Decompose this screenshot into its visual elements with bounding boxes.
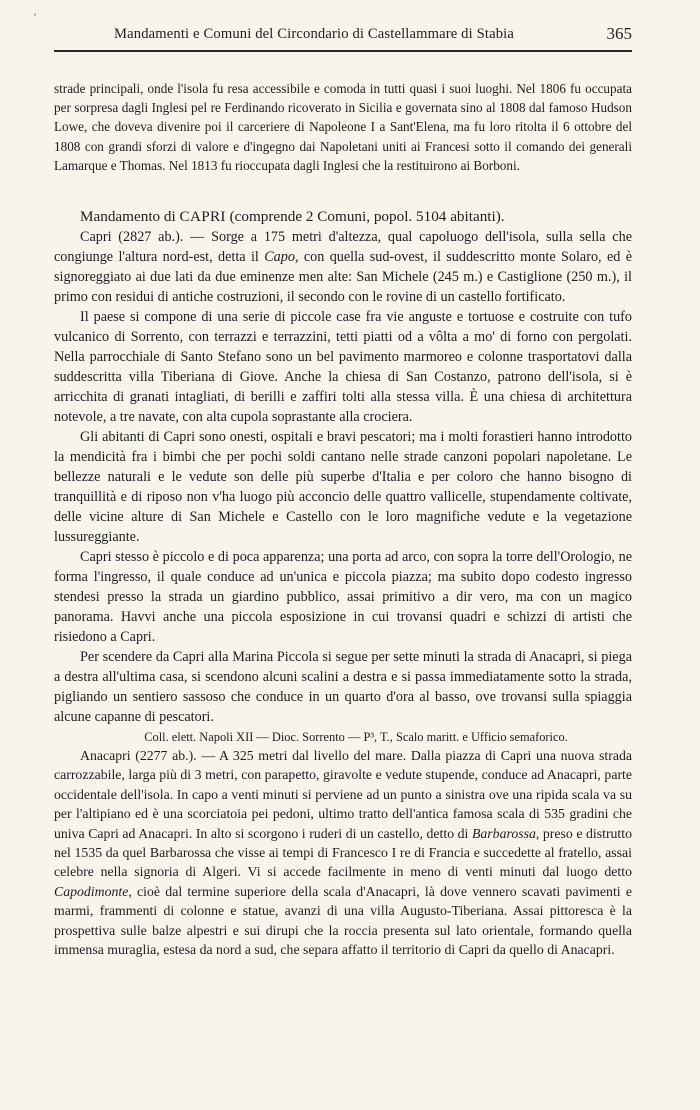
italic-term: Barbarossa <box>471 825 536 841</box>
text-run: , cioè dal termine superiore della scala d'Anacapri, là dove vennero scavati pavimenti e marmi, frammenti di colonne e statue, avanzi di una villa Augusto-Tiberiana. Assai pittoresca è la prospettiva sulle balze alpestri e sui dirupi che la roccia presenta sul lato orientale, formando quella immensa muraglia, estesa da nord a sud, che separa affatto il territorio di Capri da quello di Anacapri. <box>54 883 632 958</box>
entry-lead-capri: Capri (2827 ab.). <box>80 229 184 245</box>
mandamento-name: CAPRI <box>179 208 226 225</box>
mandamento-heading <box>54 206 632 227</box>
paragraph-anacapri <box>54 746 632 959</box>
italic-term: Capodimonte <box>54 883 129 899</box>
paragraph-capri-intro <box>54 227 632 307</box>
section-anacapri <box>54 746 632 959</box>
text-run: — Sorge a 175 metri d'altezza, qual capoluogo dell'isola, sulla sella che congiunge l'altura nord-est, detta il <box>54 229 632 265</box>
paragraph-capri-entrance: Capri stesso è piccolo e di poca apparenza; una porta ad arco, con sopra la torre dell'Orologio, ne forma l'ingresso, il quale conduce ad un'unica e piccola piazza; ma subito dopo codesto ingresso stendesi presso la strada un giardino pubblico, assai primitivo a dir vero, ma con un magico panorama. Havvi anche una piccola esposizione in cui trovansi quadri e schizzi di artisti che risiedono a Capri. <box>54 549 632 645</box>
mandamento-prefix: Mandamento di <box>80 208 180 225</box>
paragraph-capri-inhabitants: Gli abitanti di Capri sono onesti, ospitali e bravi pescatori; ma i molti forastieri hanno introdotto la mendicità fra i bimbi che per pochi soldi cantano nelle strade canzoni popolari napoletane. Le bellezze naturali e le vedute son delle più superbe d'Italia e per coloro che hanno bisogno di tranquillità e di riposo non v'ha luogo più acconcio delle quattro vallicelle, stupendamente coltivate, delle vicine alture di San Michele e Castello con le loro magnifiche vedute e la vegetazione lussureggiante. <box>54 429 632 545</box>
italic-term: Capo <box>264 249 295 265</box>
administrative-note: Coll. elett. Napoli XII — Dioc. Sorrento — P³, T., Scalo maritt. e Ufficio semaforico. <box>144 730 568 744</box>
paragraph-capri-town: Il paese si compone di una serie di piccole case fra vie anguste e tortuose e costruite con tufo vulcanico di Sorrento, con terrazzi e terrazzini, tetti piatti od a vôlta a mo' di forno con pergolati. Nella parrocchiale di Santo Stefano sono un bel pavimento marmoreo e colonne trasportatovi dalla suddescritta villa Tiberiana di Giove. Anche la chiesa di San Costanzo, patrono dell'isola, si è arricchita di granati intagliati, di berilli e zaffiri tolti alla stessa villa. È una chiesa di architettura notevole, a tre navate, con alta cupola soprastante alla crociera. <box>54 309 632 425</box>
text-run: , preso e distrutto nel 1535 da quel Barbarossa che visse ai tempi di Francesco I re di Francia e succedette al fratello, assai celebre nella signoria di Algeri. Vi si accede facilmente in meno di venti minuti dal luogo detto <box>54 825 632 880</box>
page-number: 365 <box>606 24 632 43</box>
page-header <box>34 10 632 52</box>
running-title: Mandamenti e Comuni del Circondario di Castellammare di Stabia <box>114 26 514 42</box>
paragraph-text: strade principali, onde l'isola fu resa accessibile e comoda in tutti quasi i suoi luoghi. Nel 1806 fu occupata per sorpresa dagli Inglesi pel re Ferdinando ricoverato in Sicilia e governata sino al 1808 dal famoso Hudson Lowe, che doveva divenire poi il carceriere di Napoleone I a Sant'Elena, ma fu loro ritolta il 6 ottobre del 1808 con grandi sforzi di valore e d'ingegno dai Napoletani uniti ai Francesi sotto il comando dei generali Lamarque e Thomas. Nel 1813 fu rioccupata dagli Inglesi che la restituirono ai Borboni. <box>54 81 632 173</box>
continuation-paragraph <box>54 79 632 175</box>
entry-lead-anacapri: Anacapri (2277 ab.). <box>80 748 197 763</box>
margin-mark: ' <box>34 10 37 24</box>
text-run: , con quella sud-ovest, il suddescritto monte Solaro, ed è signoreggiato ai due lati da due eminenze men alte: San Michele (245 m.) e Castiglione (250 m.), il primo con residui di antiche costruzioni, il secondo con le rovine di un castello fortificato. <box>54 249 632 305</box>
text-run: — A 325 metri dal livello del mare. Dalla piazza di Capri una nuova strada carrozzabile, larga più di 3 metri, con parapetto, giravolte e vedute stupende, conduce ad Anacapri, parte occidentale dell'isola. In capo a venti minuti si perviene ad un punto a sinistra ove una ripida scala va su per l'altipiano ed è una scorciatoia pei pedoni, ultimo tratto dell'antica famosa scala di 535 gradini che univa Capri ad Anacapri. In alto si scorgono i ruderi di un castello, detto di <box>54 748 632 841</box>
mandamento-suffix: (comprende 2 Comuni, popol. 5104 abitanti). <box>225 208 505 225</box>
section-mandamento-capri <box>54 206 632 747</box>
paragraph-marina-piccola: Per scendere da Capri alla Marina Piccola si segue per sette minuti la strada di Anacapri, si piega a destra all'ultima casa, si scendono alcuni scalini a destra e si passa immediatamente sotto la strada, pigliando un sentiero sassoso che conduce in un quarto d'ora al basso, ove trovansi sulla spiaggia alcune capanne di pescatori. <box>54 649 632 725</box>
